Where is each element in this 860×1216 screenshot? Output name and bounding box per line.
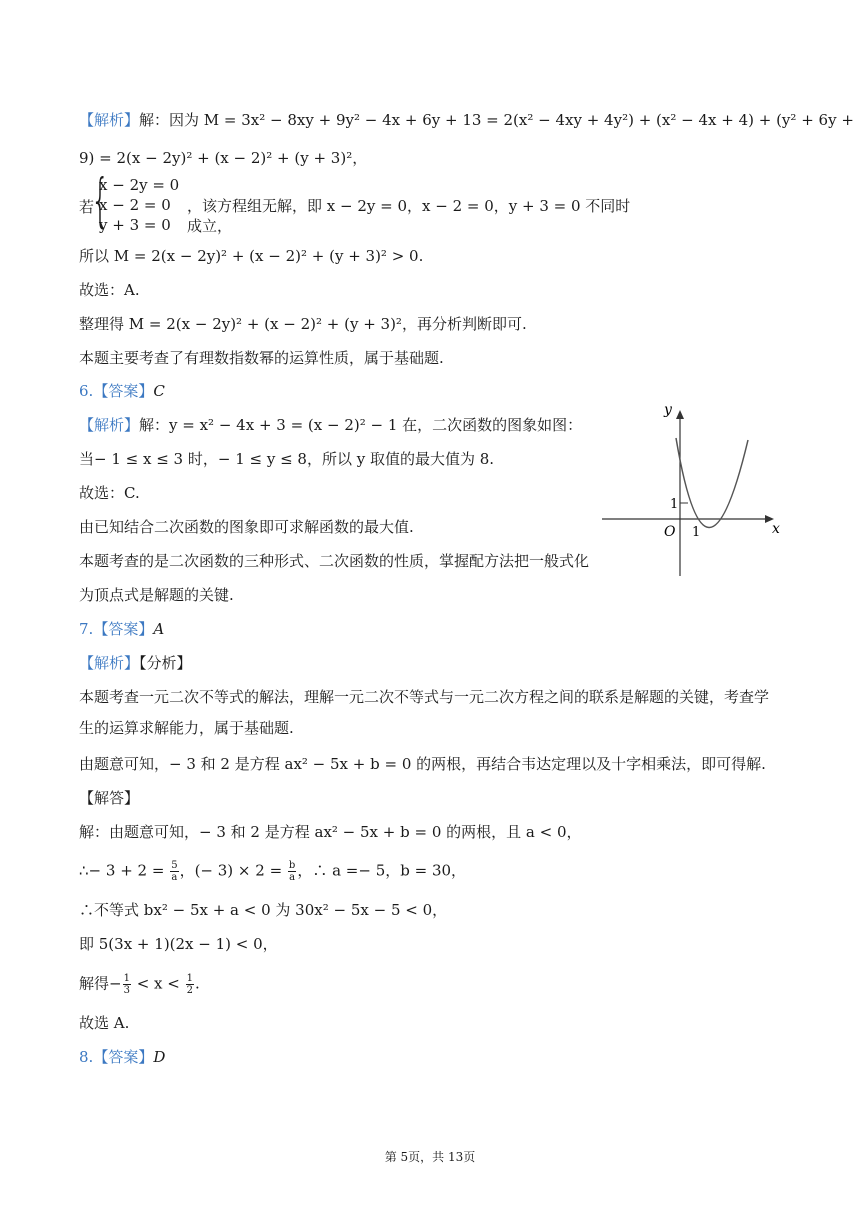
text-line: 故选：A. <box>79 281 140 299</box>
text-line: 所以 M = 2(x − 2y)² + (x − 2)² + (y + 3)² > 0. <box>79 247 424 265</box>
analysis-tag: 【解析】 <box>79 654 140 672</box>
fraction <box>186 973 194 996</box>
text-line: 解：由题意可知，− 3 和 2 是方程 ax² − 5x + b = 0 的两根，且 a < 0， <box>79 823 582 841</box>
question-number: 8. <box>79 1048 94 1066</box>
text-line: 由已知结合二次函数的图象即可求解函数的最大值. <box>79 518 414 536</box>
text-line: 整理得 M = 2(x − 2y)² + (x − 2)² + (y + 3)²，再分析判断即可. <box>79 315 527 333</box>
answer-heading-8 <box>79 1047 165 1067</box>
analysis-text: 解：y = x² − 4x + 3 = (x − 2)² − 1 在，二次函数的图象如图： <box>139 416 583 434</box>
answer-heading-7 <box>79 619 164 639</box>
text-line: 当− 1 ≤ x ≤ 3 时，− 1 ≤ y ≤ 8，所以 y 取值的最大值为 8. <box>79 450 495 468</box>
denominator: 3 <box>123 985 130 996</box>
text-segment: ，∴ a =− 5，b = 30， <box>297 861 467 880</box>
equation-system <box>79 166 639 236</box>
analysis-text: 解：因为 M = 3x² − 8xy + 9y² − 4x + 6y + 13 = 2(x² − 4xy + 4y²) + (x² − 4x + 4) + (y² + 6y + <box>139 111 854 129</box>
numerator: 5 <box>171 860 178 871</box>
answer-tag: 【答案】 <box>93 382 154 400</box>
numerator: 1 <box>123 973 130 984</box>
system-eq-1: x − 2y = 0 <box>99 176 180 194</box>
text-line: 为顶点式是解题的关键. <box>79 586 234 604</box>
parabola-curve <box>676 438 748 528</box>
page-footer: 第 5页，共 13页 <box>384 1150 476 1164</box>
fraction-line-2 <box>79 973 200 996</box>
answer-tag: 【答案】 <box>93 1048 154 1066</box>
analysis-tag: 【解析】 <box>79 111 140 129</box>
numerator: b <box>288 860 296 871</box>
y-tick-label: 1 <box>670 497 679 512</box>
text-line: 故选：C. <box>79 484 140 502</box>
system-eq-2: x − 2 = 0 <box>99 196 171 214</box>
analysis-line <box>79 415 582 435</box>
question-number: 6. <box>79 382 94 400</box>
brace-icon: { <box>91 166 110 234</box>
answer-heading-6 <box>79 381 165 401</box>
analysis-subtag: 【分析】 <box>139 654 192 672</box>
analysis-line-1 <box>79 110 854 130</box>
answer-value: D <box>153 1048 166 1066</box>
question-number: 7. <box>79 620 94 638</box>
text-segment: 解得− <box>79 974 122 993</box>
analysis-tag: 【解析】 <box>79 416 140 434</box>
analysis-line-2: 9) = 2(x − 2y)² + (x − 2)² + (y + 3)²， <box>79 149 368 167</box>
numerator: 1 <box>186 973 193 984</box>
fraction <box>288 860 296 883</box>
origin-label: O <box>664 524 676 540</box>
y-axis-label: y <box>664 402 672 418</box>
analysis-line <box>79 653 192 673</box>
system-prefix: 若 <box>79 198 95 216</box>
denominator: a <box>171 872 178 883</box>
text-segment: < x < <box>131 974 185 993</box>
system-eq-3: y + 3 = 0 <box>99 216 171 234</box>
text-line: 本题考查一元二次不等式的解法，理解一元二次不等式与一元二次方程之间的联系是解题的关键，考查学 <box>79 688 770 706</box>
text-line: ∴不等式 bx² − 5x + a < 0 为 30x² − 5x − 5 < 0， <box>79 901 448 919</box>
system-conclusion: ，该方程组无解，即 x − 2y = 0，x − 2 = 0，y + 3 = 0 不同时成立， <box>187 197 631 235</box>
text-line: 本题考查的是二次函数的三种形式、二次函数的性质，掌握配方法把一般式化 <box>79 552 590 570</box>
text-line: 故选 A. <box>79 1014 130 1032</box>
text-line: 即 5(3x + 1)(2x − 1) < 0， <box>79 935 278 953</box>
fraction <box>170 860 178 883</box>
fraction <box>123 973 131 996</box>
y-axis-arrow-icon <box>676 410 684 419</box>
answer-value: C <box>153 382 165 400</box>
text-segment: ，(− 3) × 2 = <box>179 861 287 880</box>
denominator: a <box>289 872 296 883</box>
denominator: 2 <box>186 985 193 996</box>
answer-value: A <box>153 620 165 638</box>
parabola-graph <box>596 398 786 580</box>
text-line: 本题主要考查了有理数指数幂的运算性质，属于基础题. <box>79 349 444 367</box>
fraction-line-1 <box>79 860 466 883</box>
x-axis-label: x <box>772 521 780 537</box>
answer-tag: 【答案】 <box>93 620 154 638</box>
x-tick-label: 1 <box>692 525 701 540</box>
text-line: 由题意可知，− 3 和 2 是方程 ax² − 5x + b = 0 的两根，再结合韦达定理以及十字相乘法，即可得解. <box>79 755 766 773</box>
text-line: 生的运算求解能力，属于基础题. <box>79 719 294 737</box>
text-segment: ∴− 3 + 2 = <box>79 861 170 880</box>
text-segment: . <box>195 974 200 993</box>
text-line: 【解答】 <box>79 789 140 807</box>
